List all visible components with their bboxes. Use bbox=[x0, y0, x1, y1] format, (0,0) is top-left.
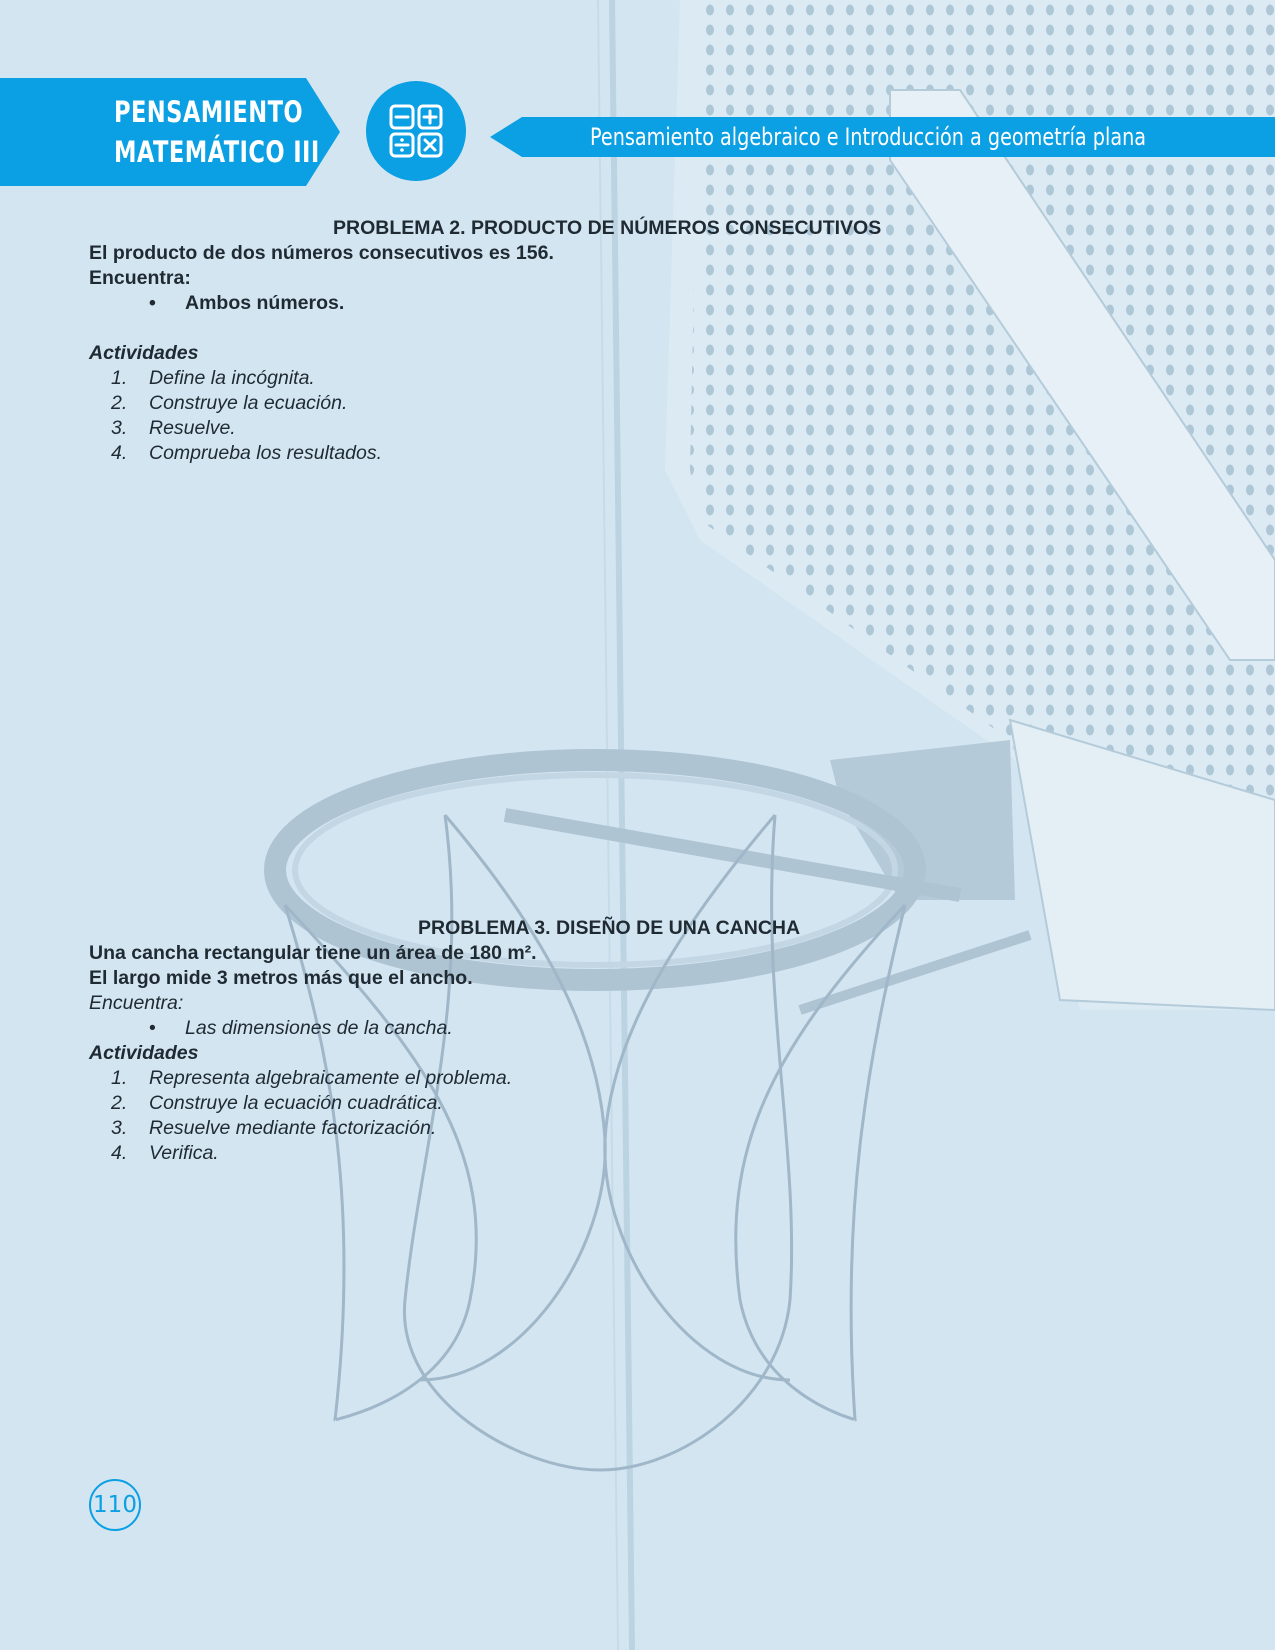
list-number: 4. bbox=[111, 442, 128, 464]
problem-3-statement-1: Una cancha rectangular tiene un área de 180 m². bbox=[89, 942, 537, 964]
list-number: 2. bbox=[111, 1092, 128, 1114]
list-item bbox=[89, 1091, 1189, 1116]
list-text: Verifica. bbox=[149, 1142, 219, 1164]
subject-title-line1: PENSAMIENTO bbox=[114, 95, 304, 129]
problem-3-activities-label: Actividades bbox=[89, 1042, 199, 1064]
section-banner-text: Pensamiento algebraico e Introducción a geometría plana bbox=[590, 123, 1147, 151]
list-item bbox=[89, 391, 1189, 416]
list-text: Define la incógnita. bbox=[149, 367, 315, 389]
problem-2-find-item: Ambos números. bbox=[185, 292, 345, 314]
spacer bbox=[89, 316, 1189, 341]
list-item bbox=[89, 1016, 1189, 1041]
list-number: 3. bbox=[111, 417, 128, 439]
bullet-icon: • bbox=[149, 1017, 156, 1039]
calculator-operations-icon bbox=[366, 81, 466, 181]
list-text: Construye la ecuación cuadrática. bbox=[149, 1092, 443, 1114]
list-number: 1. bbox=[111, 1067, 128, 1089]
bullet-icon: • bbox=[149, 292, 156, 314]
problem-2-activities-label: Actividades bbox=[89, 342, 199, 364]
list-number: 4. bbox=[111, 1142, 128, 1164]
list-number: 3. bbox=[111, 1117, 128, 1139]
problem-3-find-label: Encuentra: bbox=[89, 992, 184, 1014]
list-number: 1. bbox=[111, 367, 128, 389]
problem-3-statement-2: El largo mide 3 metros más que el ancho. bbox=[89, 967, 473, 989]
list-text: Comprueba los resultados. bbox=[149, 442, 383, 464]
problem-3 bbox=[89, 916, 1189, 1166]
list-number: 2. bbox=[111, 392, 128, 414]
list-item bbox=[89, 1116, 1189, 1141]
page-number: 110 bbox=[89, 1479, 141, 1531]
list-text: Resuelve mediante factorización. bbox=[149, 1117, 437, 1139]
list-item bbox=[89, 291, 1189, 316]
problem-2-title: PROBLEMA 2. PRODUCTO DE NÚMEROS CONSECUTIVOS bbox=[333, 217, 882, 239]
list-item bbox=[89, 416, 1189, 441]
subject-title-line2: MATEMÁTICO III bbox=[114, 135, 320, 169]
list-text: Resuelve. bbox=[149, 417, 236, 439]
list-text: Construye la ecuación. bbox=[149, 392, 348, 414]
problem-2-find-label: Encuentra: bbox=[89, 267, 191, 289]
problem-2 bbox=[89, 216, 1189, 466]
list-item bbox=[89, 441, 1189, 466]
list-item bbox=[89, 1066, 1189, 1091]
problem-3-title: PROBLEMA 3. DISEÑO DE UNA CANCHA bbox=[418, 917, 801, 939]
list-item bbox=[89, 1141, 1189, 1166]
problem-3-find-item: Las dimensiones de la cancha. bbox=[185, 1017, 453, 1039]
list-item bbox=[89, 366, 1189, 391]
list-text: Representa algebraicamente el problema. bbox=[149, 1067, 513, 1089]
subject-title bbox=[114, 92, 320, 172]
problem-2-statement: El producto de dos números consecutivos es 156. bbox=[89, 242, 554, 264]
